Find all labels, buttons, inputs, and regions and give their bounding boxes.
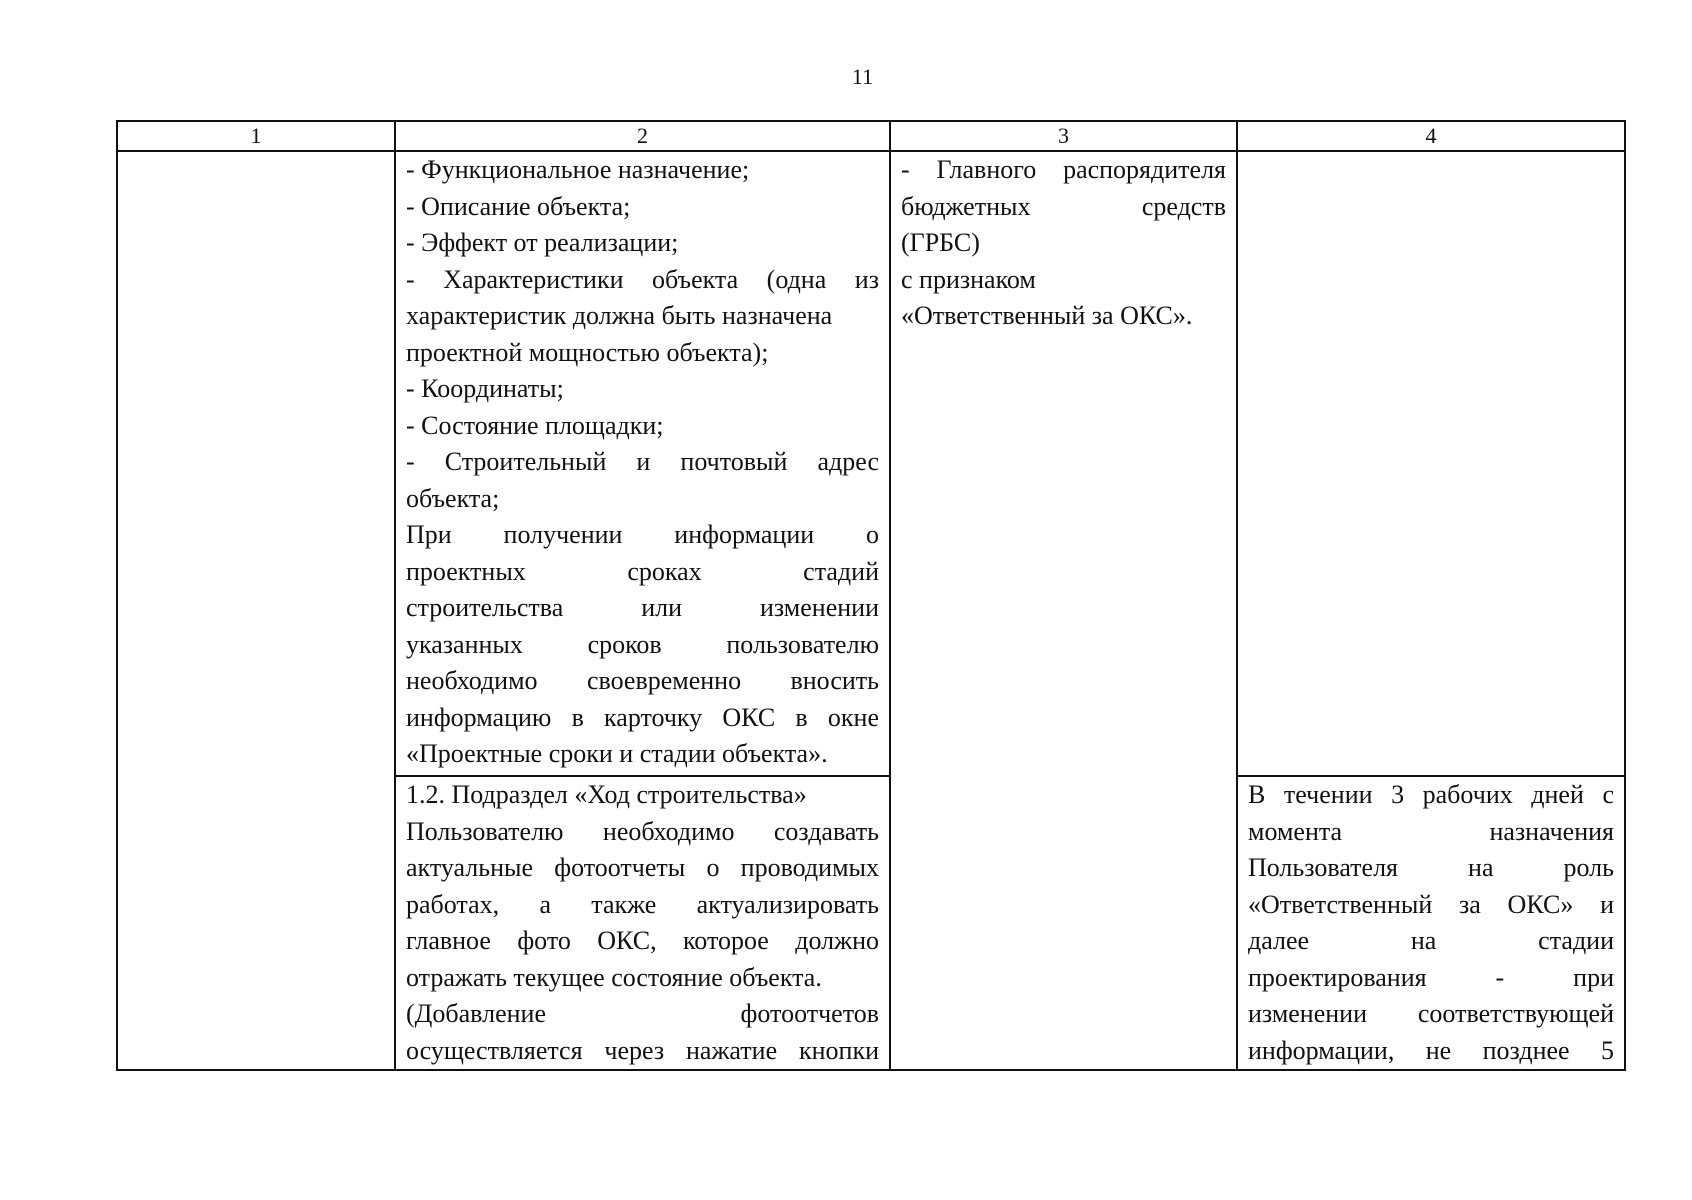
- header-cell-4: 4: [1237, 121, 1625, 151]
- text-line: «Ответственный за ОКС».: [901, 301, 1193, 330]
- text-line: строительства или изменении: [406, 593, 879, 622]
- col4-block1-cell: [1237, 151, 1625, 776]
- text-line: Пользователя на роль: [1248, 853, 1614, 882]
- col3-cell: [890, 151, 1237, 1070]
- text-line: указанных сроков пользователю: [406, 629, 879, 659]
- text-line: далее на стадии: [1248, 926, 1614, 955]
- text-line: (Добавление фотоотчетов: [406, 999, 879, 1028]
- text-line: бюджетных средств: [901, 191, 1226, 221]
- text-line: - Состояние площадки;: [406, 410, 664, 440]
- table-row: [117, 151, 1625, 776]
- text-line: (ГРБС): [901, 228, 980, 257]
- text-line: объекта;: [406, 483, 500, 513]
- text-line: - Характеристики объекта (одна из: [406, 264, 879, 294]
- text-line: Пользователю необходимо создавать: [406, 816, 879, 846]
- text-line: момента назначения: [1248, 816, 1614, 846]
- text-line: «Проектные сроки и стадии объекта».: [406, 739, 828, 768]
- text-line: главное фото ОКС, которое должно: [406, 926, 879, 955]
- text-line: необходимо своевременно вносить: [406, 666, 879, 695]
- text-line: проектной мощностью объекта);: [406, 337, 769, 367]
- document-table: [116, 120, 1626, 1071]
- text-line: - Строительный и почтовый адрес: [406, 447, 879, 476]
- text-line: с признаком: [901, 264, 1036, 294]
- col2-block1-cell: [395, 151, 890, 776]
- text-line: - Функциональное назначение;: [406, 155, 750, 184]
- text-line: - Эффект от реализации;: [406, 228, 679, 257]
- col1-cell: [117, 151, 395, 1070]
- header-cell-1: 1: [117, 121, 395, 151]
- text-line: - Главного распорядителя: [901, 155, 1226, 184]
- table-header-row: [117, 121, 1625, 151]
- header-cell-3: 3: [890, 121, 1237, 151]
- header-cell-2: 2: [395, 121, 890, 151]
- text-line: осуществляется через нажатие кнопки: [406, 1035, 879, 1065]
- page-number: 11: [851, 64, 874, 89]
- text-line: «Ответственный за ОКС» и: [1248, 889, 1614, 919]
- text-line: информации, не позднее 5: [1248, 1035, 1614, 1065]
- text-line: работах, а также актуализировать: [406, 889, 879, 919]
- text-line: - Описание объекта;: [406, 191, 631, 221]
- text-line: проектирования - при: [1248, 962, 1614, 992]
- text-line: изменении соответствующей: [1248, 999, 1614, 1028]
- text-line: В течении 3 рабочих дней с: [1248, 780, 1614, 809]
- text-line: актуальные фотоотчеты о проводимых: [406, 853, 879, 882]
- col4-block2-cell: [1237, 776, 1625, 1070]
- text-line: проектных сроках стадий: [406, 556, 879, 586]
- text-line: информацию в карточку ОКС в окне: [406, 702, 879, 732]
- text-line: отражать текущее состояние объекта.: [406, 962, 822, 992]
- col2-block2-cell: [395, 776, 890, 1070]
- text-line: При получении информации о: [406, 520, 879, 549]
- text-line: характеристик должна быть назначена: [406, 301, 833, 330]
- text-line: - Координаты;: [406, 374, 564, 403]
- text-line: 1.2. Подраздел «Ход строительства»: [406, 780, 807, 809]
